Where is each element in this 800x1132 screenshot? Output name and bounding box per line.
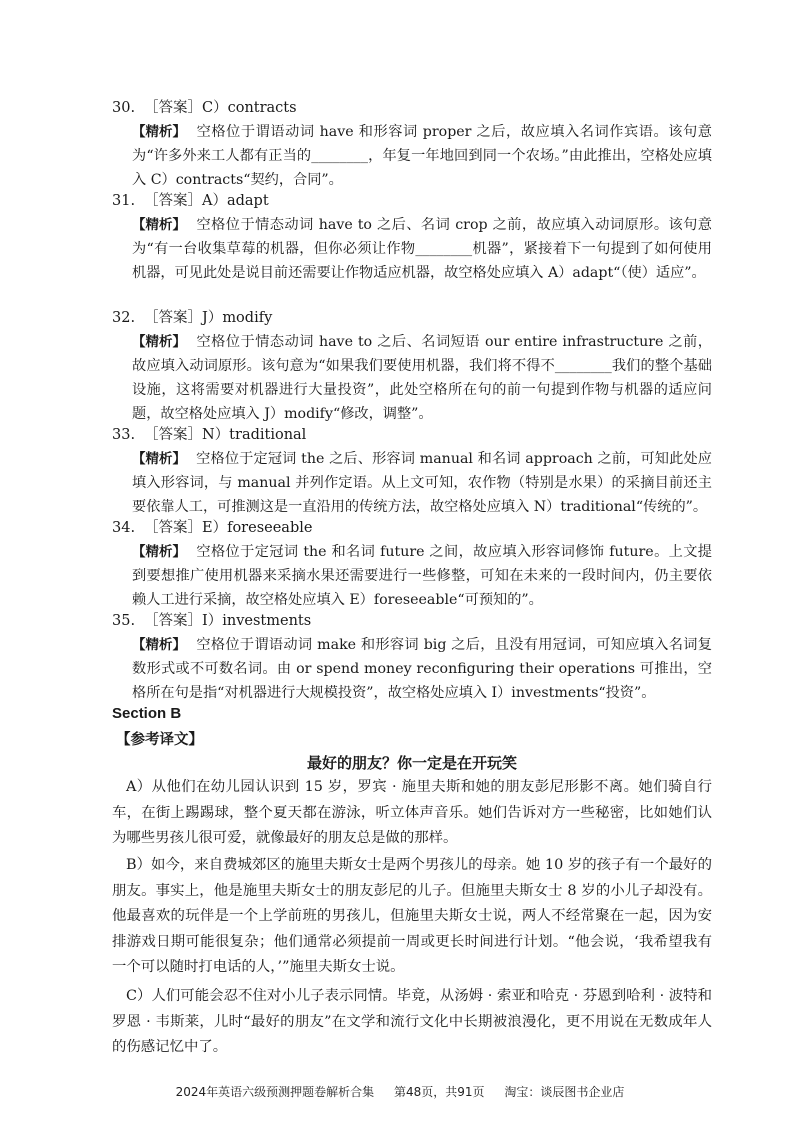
explanation-tag: 【精析】	[132, 217, 186, 233]
answer-line	[112, 189, 712, 213]
explanation	[112, 447, 712, 519]
question-number: 30.	[112, 100, 136, 116]
translation-paragraph-b: B）如今，来自费城郊区的施里夫斯女士是两个男孩儿的母亲。她 10 岁的孩子有一个最好的朋友。事实上，他是施里夫斯女士的朋友彭尼的儿子。但施里夫斯女士 8 岁的小儿子却没有。他最喜欢的玩伴是一个上学前班的男孩儿，但施里夫斯女士说，两人不经常聚在一起，因为安排游戏日期可能很复杂；他们通常必须提前一周或更长时间进行计划。“他会说，‘我希望我有一个可以随时打电话的人，’”施里夫斯女士说。	[112, 857, 712, 975]
explanation-tag: 【精析】	[132, 544, 186, 560]
answer-tag: ［答案］	[144, 613, 202, 629]
answer-value: E）foreseeable	[202, 520, 313, 536]
explanation	[112, 633, 712, 705]
answer-value: N）traditional	[202, 427, 307, 443]
footer-page-number: 第48页，共91页	[393, 1085, 485, 1099]
answer-value: J）modify	[202, 310, 273, 326]
question-number: 33.	[112, 427, 136, 443]
footer-shop: 淘宝：谈辰图书企业店	[504, 1085, 625, 1099]
explanation-tag: 【精析】	[132, 637, 186, 653]
footer-collection: 2024年英语六级预测押题卷解析合集	[175, 1085, 375, 1099]
translation-paragraph-a: A）从他们在幼儿园认识到 15 岁，罗宾 · 施里夫斯和她的朋友彭尼形影不离。她们骑自行车，在街上踢踢球，整个夏天都在游泳，听立体声音乐。她们告诉对方一些秘密，比如她们认为哪些男孩儿很可爱，就像最好的朋友总是做的那样。	[112, 779, 712, 846]
answer-line	[112, 96, 712, 120]
translation-paragraph-c: C）人们可能会忍不住对小儿子表示同情。毕竟，从汤姆 · 索亚和哈克 · 芬恩到哈利 · 波特和罗恩 · 韦斯莱，儿时“最好的朋友”在文学和流行文化中长期被浪漫化，更不用说在无数成年人的伤感记忆中了。	[112, 988, 712, 1055]
answer-item-35	[112, 609, 712, 705]
translation-title: 最好的朋友？你一定是在开玩笑	[306, 754, 517, 772]
answer-line	[112, 306, 712, 330]
question-number: 35.	[112, 613, 136, 629]
page-footer	[0, 1083, 800, 1100]
answer-line	[112, 423, 712, 447]
answer-line	[112, 516, 712, 540]
explanation	[112, 213, 712, 285]
explanation	[112, 540, 712, 612]
answer-item-34	[112, 516, 712, 612]
section-heading: Section B	[112, 705, 182, 722]
explanation	[112, 120, 712, 192]
answer-tag: ［答案］	[144, 427, 202, 443]
question-number: 31.	[112, 193, 136, 209]
explanation-text: 空格位于定冠词 the 和名词 future 之间，故应填入形容词修饰 future。上文提到要想推广使用机器来采摘水果还需要进行一些修整，可知在未来的一段时间内，仍主要依赖人工进行采摘，故空格处应填入 E）foreseeable“可预知的”。	[132, 544, 712, 608]
answer-value: A）adapt	[202, 193, 269, 209]
explanation-tag: 【精析】	[132, 334, 186, 350]
answer-item-33	[112, 423, 712, 519]
explanation-tag: 【精析】	[132, 451, 186, 467]
explanation-text: 空格位于情态动词 have to 之后、名词 crop 之前，故应填入动词原形。该句意为“有一台收集草莓的机器，但你必须让作物________机器”，紧接着下一句提到了如何使用机器，可见此处是说目前还需要让作物适应机器，故空格处应填入 A）adapt“（使）适应”。	[132, 217, 712, 281]
answer-tag: ［答案］	[144, 100, 202, 116]
question-number: 32.	[112, 310, 136, 326]
explanation-text: 空格位于定冠词 the 之后、形容词 manual 和名词 approach 之前，可知此处应填入形容词，与 manual 并列作定语。从上文可知，农作物（特别是水果）的采摘目前还主要依靠人工，可推测这是一直沿用的传统方法，故空格处应填入 N）traditional“传统的”。	[132, 451, 712, 515]
reference-label: 【参考译文】	[116, 732, 203, 748]
explanation-text: 空格位于谓语动词 have 和形容词 proper 之后，故应填入名词作宾语。该句意为“许多外来工人都有正当的________，年复一年地回到同一个农场。”由此推出，空格处应填入 C）contracts“契约，合同”。	[132, 124, 712, 188]
answer-item-31	[112, 189, 712, 285]
explanation-tag: 【精析】	[132, 124, 186, 140]
answer-tag: ［答案］	[144, 520, 202, 536]
answer-item-30	[112, 96, 712, 192]
answer-tag: ［答案］	[144, 310, 202, 326]
explanation	[112, 330, 712, 426]
answer-value: C）contracts	[202, 100, 297, 116]
answer-line	[112, 609, 712, 633]
question-number: 34.	[112, 520, 136, 536]
answer-tag: ［答案］	[144, 193, 202, 209]
explanation-text: 空格位于谓语动词 make 和形容词 big 之后，且没有用冠词，可知应填入名词复数形式或不可数名词。由 or spend money reconfiguring their operations 可推出，空格所在句是指“对机器进行大规模投资”，故空格处应填入 I）investments“投资”。	[132, 637, 712, 701]
answer-value: I）investments	[202, 613, 312, 629]
answer-item-32	[112, 306, 712, 426]
explanation-text: 空格位于情态动词 have to 之后、名词短语 our entire infrastructure 之前，故应填入动词原形。该句意为“如果我们要使用机器，我们将不得不________我们的整个基础设施，这将需要对机器进行大量投资”，此处空格所在句的前一句提到作物与机器的适应问题，故空格处应填入 J）modify“修改，调整”。	[132, 334, 712, 422]
